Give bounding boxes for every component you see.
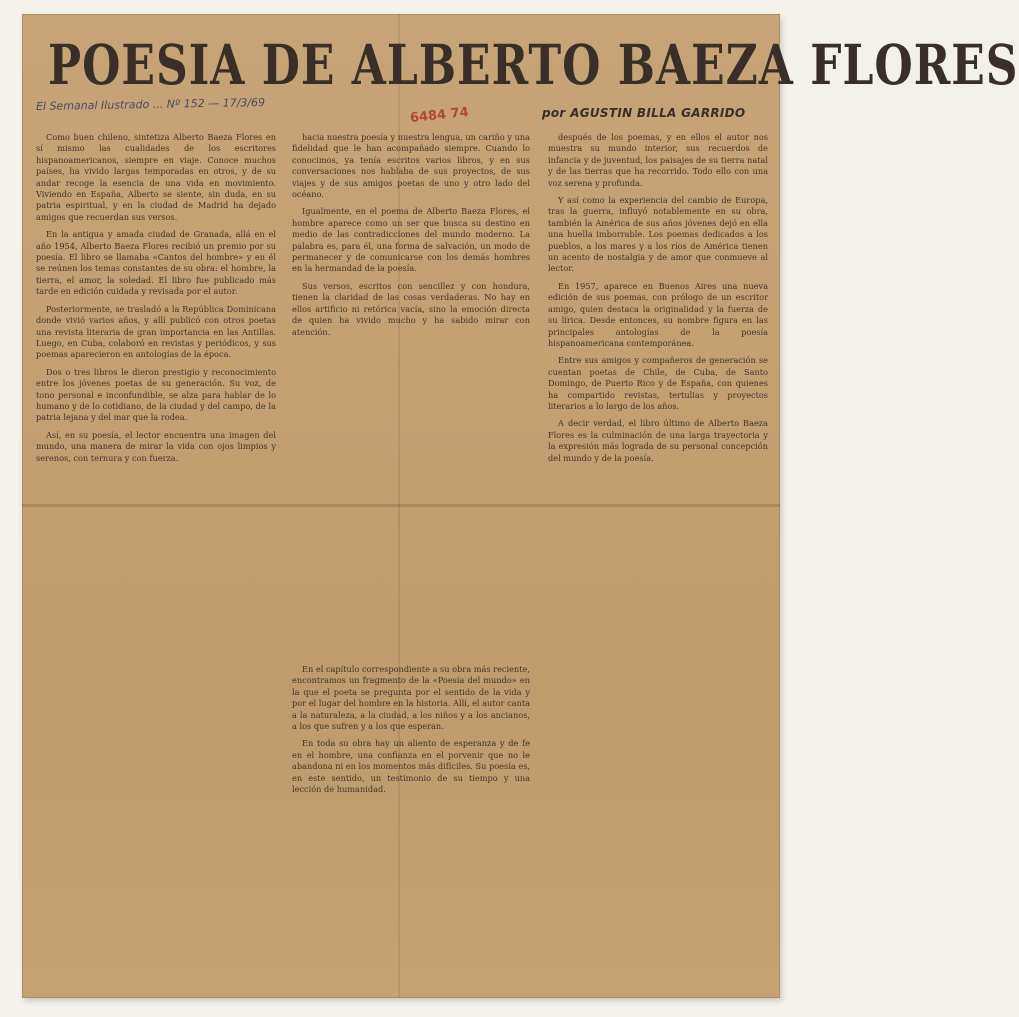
newspaper-clipping	[22, 14, 1019, 998]
text-column-3	[548, 132, 768, 988]
handwritten-source-note: El Semanal Ilustrado ... Nº 152 — 17/3/69	[35, 96, 266, 113]
paragraph: Posteriormente, se trasladó a la República Dominicana donde vivió varios años, y allí publicó con otros poetas una revista literaria de gran importancia en las Antillas. Luego, en Cuba, colaboró en revistas y periódicos, y sus poemas aparecieron en antologías de la época.	[36, 303, 276, 360]
article-title: POESIA DE ALBERTO BAEZA FLORES	[48, 34, 1019, 98]
paragraph: Dos o tres libros le dieron prestigio y reconocimiento entre los jóvenes poetas de su generación. Su voz, de tono personal e inconfundible, se alza para hablar de lo humano y de lo cotidiano, de la ciudad y del campo, de la patria lejana y del mar que la rodea.	[36, 366, 276, 423]
text-column-2-lower	[292, 664, 530, 988]
paragraph: En toda su obra hay un aliento de esperanza y de fe en el hombre, una confianza en el porvenir que no le abandona ni en los momentos más difíciles. Su poesía es, en este sentido, un testimonio de su tiempo y una lección de humanidad.	[292, 738, 530, 795]
paragraph: Entre sus amigos y compañeros de generación se cuentan poetas de Chile, de Cuba, de Santo Domingo, de Puerto Rico y de España, con quienes ha compartido revistas, tertulias y proyectos literarios a lo largo de los años.	[548, 355, 768, 411]
paragraph: hacia nuestra poesía y nuestra lengua, un cariño y una fidelidad que le han acompañado siempre. Cuando lo conocimos, ya tenía escritos varios libros, y en sus conversaciones nos hablaba de sus proyectos, de sus viajes y de sus amigos poetas de uno y otro lado del océano.	[292, 132, 530, 200]
paragraph: En la antigua y amada ciudad de Granada, allá en el año 1954, Alberto Baeza Flores recibió un premio por su poesía. El libro se llamaba «Cantos del hombre» y en él se reúnen los temas constantes de su obra: el hombre, la tierra, el amor, la soledad. El libro fue publicado más tarde en edición cuidada y revisada por el autor.	[36, 229, 276, 297]
article-byline: por AGUSTIN BILLA GARRIDO	[542, 106, 746, 120]
paragraph: En 1957, aparece en Buenos Aires una nueva edición de sus poemas, con prólogo de un escritor amigo, quien destaca la originalidad y la fuerza de su lírica. Desde entonces, su nombre figura en las principales antologías de la poesía hispanoamericana contemporánea.	[548, 280, 768, 348]
text-column-2	[292, 132, 530, 652]
paragraph: En el capítulo correspondiente a su obra más reciente, encontramos un fragmento de la «Poesía del mundo» en la que el poeta se pregunta por el sentido de la vida y por el lugar del hombre en la historia. Allí, el autor canta a la naturaleza, a la ciudad, a los niños y a los ancianos, a los que sufren y a los que esperan.	[292, 664, 530, 732]
paragraph: Así, en su poesía, el lector encuentra una imagen del mundo, una manera de mirar la vida con ojos limpios y serenos, con ternura y con fuerza.	[36, 429, 276, 463]
text-column-1	[36, 132, 276, 988]
paragraph: Igualmente, en el poema de Alberto Baeza Flores, el hombre aparece como un ser que busca su destino en medio de las contradicciones del mundo moderno. La palabra es, para él, una forma de salvación, un modo de permanecer y de comunicarse con los demás hombres en la hermandad de la poesía.	[292, 206, 530, 274]
catalog-mark: 6484 74	[409, 104, 470, 127]
paragraph: Como buen chileno, sintetiza Alberto Baeza Flores en sí mismo las cualidades de los escritores hispanoamericanos, siempre en viaje. Conoce muchos países, ha vivido largas temporadas en otros, y de su andar recoge la esencia de una vida en movimiento. Viviendo en España, Alberto se siente, sin duda, en su patria espiritual, y en la ciudad de Madrid ha dejado amigos que recuerdan sus versos.	[36, 132, 276, 222]
paragraph: Sus versos, escritos con sencillez y con hondura, tienen la claridad de las cosas verdaderas. No hay en ellos artificio ni retórica vacía, sino la emoción directa de quien ha vivido mucho y ha sabido mirar con atención.	[292, 280, 530, 337]
paragraph: después de los poemas, y en ellos el autor nos muestra su mundo interior, sus recuerdos de infancia y de juventud, los paisajes de su tierra natal y de las tierras que ha recorrido. Todo ello con una voz serena y profunda.	[548, 132, 768, 188]
paragraph: Y así como la experiencia del cambio de Europa, tras la guerra, influyó notablemente en su obra, también la América de sus años jóvenes dejó en ella una huella imborrable. Los poemas dedicados a los pueblos, a los mares y a los ríos de América tienen un acento de nostalgia y de amor que conmueve al lector.	[548, 195, 768, 274]
paragraph: A decir verdad, el libro último de Alberto Baeza Flores es la culminación de una larga trayectoria y la expresión más lograda de su personal concepción del mundo y de la poesía.	[548, 418, 768, 463]
